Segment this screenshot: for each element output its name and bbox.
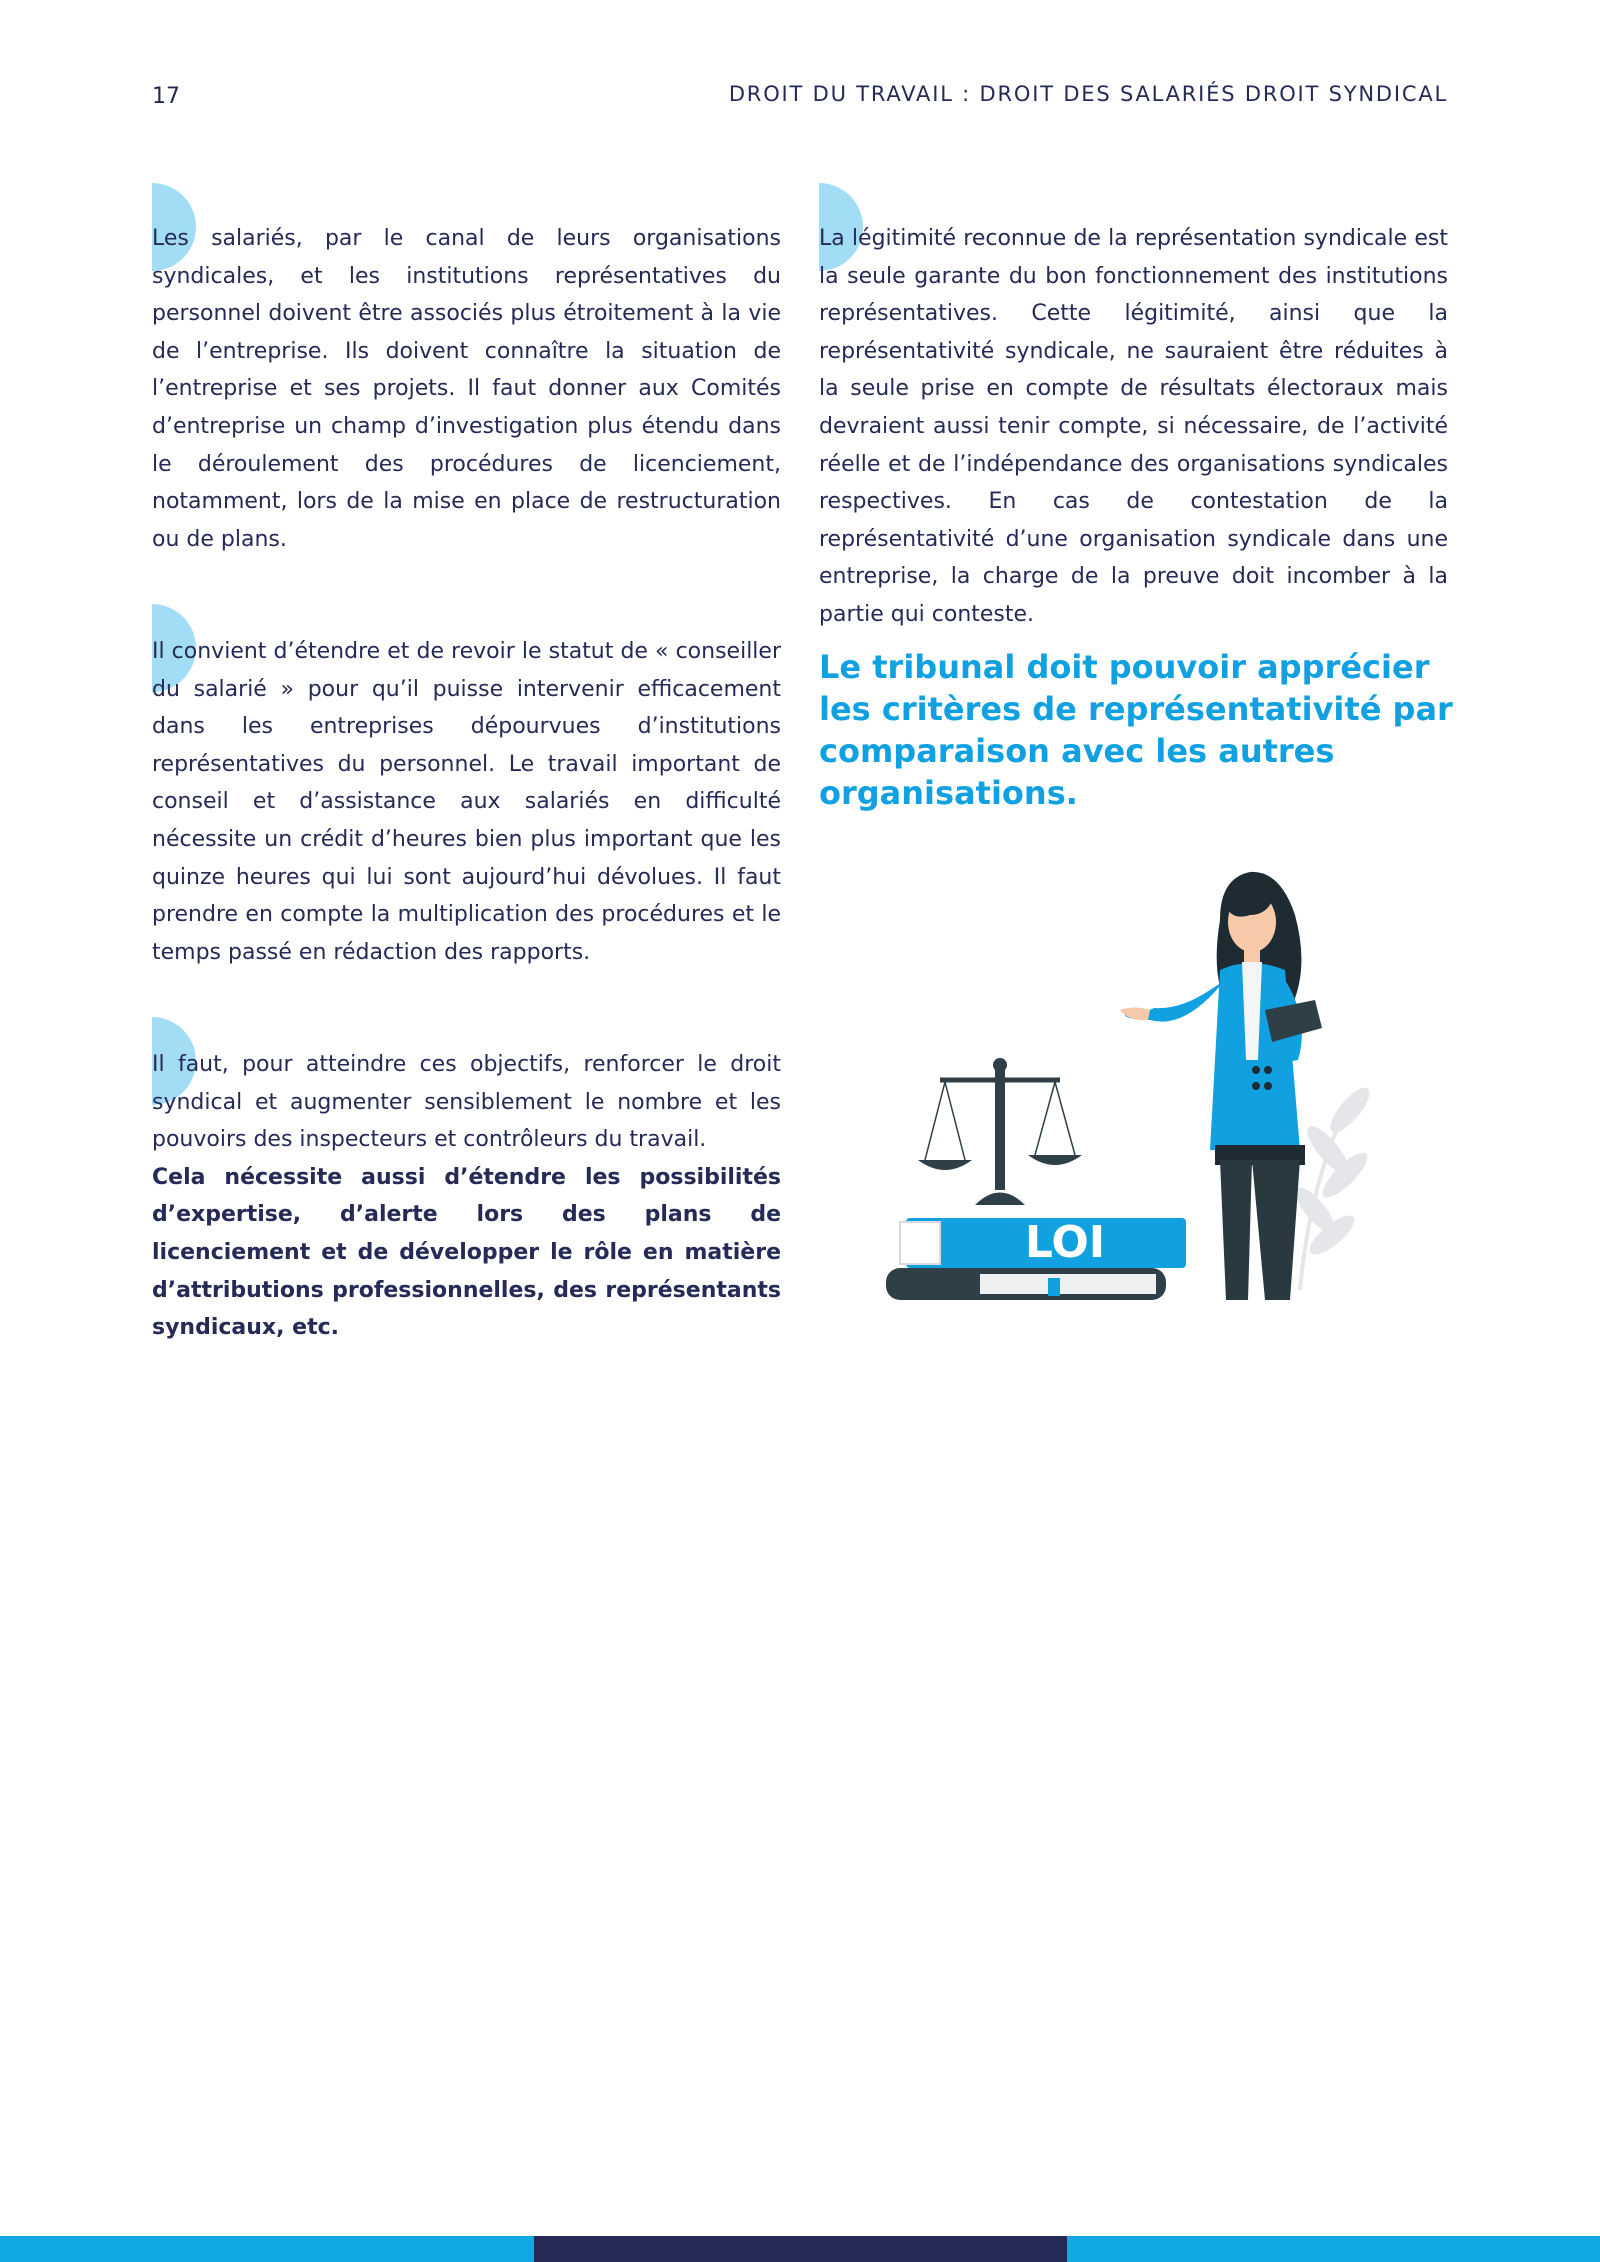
left-paragraph-3-bold: Cela nécessite aussi d’étendre les possibilités d’expertise, d’alerte lors des plans de licenciement et de développer le rôle en matière d’attributions professionnelles, des représentants syndicaux, etc.	[152, 1164, 781, 1341]
left-paragraph-1	[152, 220, 781, 558]
scales-of-justice-icon	[918, 1058, 1082, 1205]
book-label: LOI	[1024, 1217, 1106, 1268]
footer-segment-middle	[534, 2236, 1067, 2262]
page-number: 17	[152, 84, 180, 109]
law-books-icon	[886, 1217, 1186, 1300]
left-paragraph-2-text: Il convient d’étendre et de revoir le statut de « conseiller du salarié » pour qu’il puisse intervenir efficacement dans les entreprises dépourvues d’institutions représentatives du personnel. Le travail important de conseil et d’assistance aux salariés en difficulté nécessite un crédit d’heures bien plus important que les quinze heures qui lui sont aujourd’hui dévolues. Il faut prendre en compte la multiplication des procédures et le temps passé en rédaction des rapports.	[152, 639, 781, 965]
left-paragraph-3	[152, 1046, 781, 1347]
footer-segment-right	[1067, 2236, 1600, 2262]
illustration	[880, 860, 1440, 1300]
right-paragraph-1-text: La légitimité reconnue de la représentation syndicale est la seule garante du bon fonctionnement des institutions représentatives. Cette légitimité, ainsi que la représentativité syndicale, ne sauraient être réduites à la seule prise en compte de résultats électoraux mais devraient aussi tenir compte, si nécessaire, de l’activité réelle et de l’indépendance des organisations syndicales respectives. En cas de contestation de la représentativité d’une organisation syndicale dans une entreprise, la charge de la preuve doit incomber à la partie qui conteste.	[819, 226, 1448, 627]
footer-segment-left	[0, 2236, 534, 2262]
left-paragraph-1-text: Les salariés, par le canal de leurs organisations syndicales, et les institutions représentatives du personnel doivent être associés plus étroitement à la vie de l’entreprise. Ils doivent connaître la situation de l’entreprise et ses projets. Il faut donner aux Comités d’entreprise un champ d’investigation plus étendu dans le déroulement des procédures de licenciement, notamment, lors de la mise en place de restructuration ou de plans.	[152, 226, 781, 552]
pull-quote: Le tribunal doit pouvoir apprécier les critères de représentativité par comparaison avec les autres organisations.	[819, 648, 1453, 812]
running-header: DROIT DU TRAVAIL : DROIT DES SALARIÉS DROIT SYNDICAL	[728, 82, 1448, 106]
left-paragraph-2	[152, 633, 781, 971]
footer-bar	[0, 2236, 1600, 2262]
left-paragraph-3-text: Il faut, pour atteindre ces objectifs, renforcer le droit syndical et augmenter sensiblement le nombre et les pouvoirs des inspecteurs et contrôleurs du travail.	[152, 1052, 781, 1153]
right-paragraph-1	[819, 220, 1448, 634]
